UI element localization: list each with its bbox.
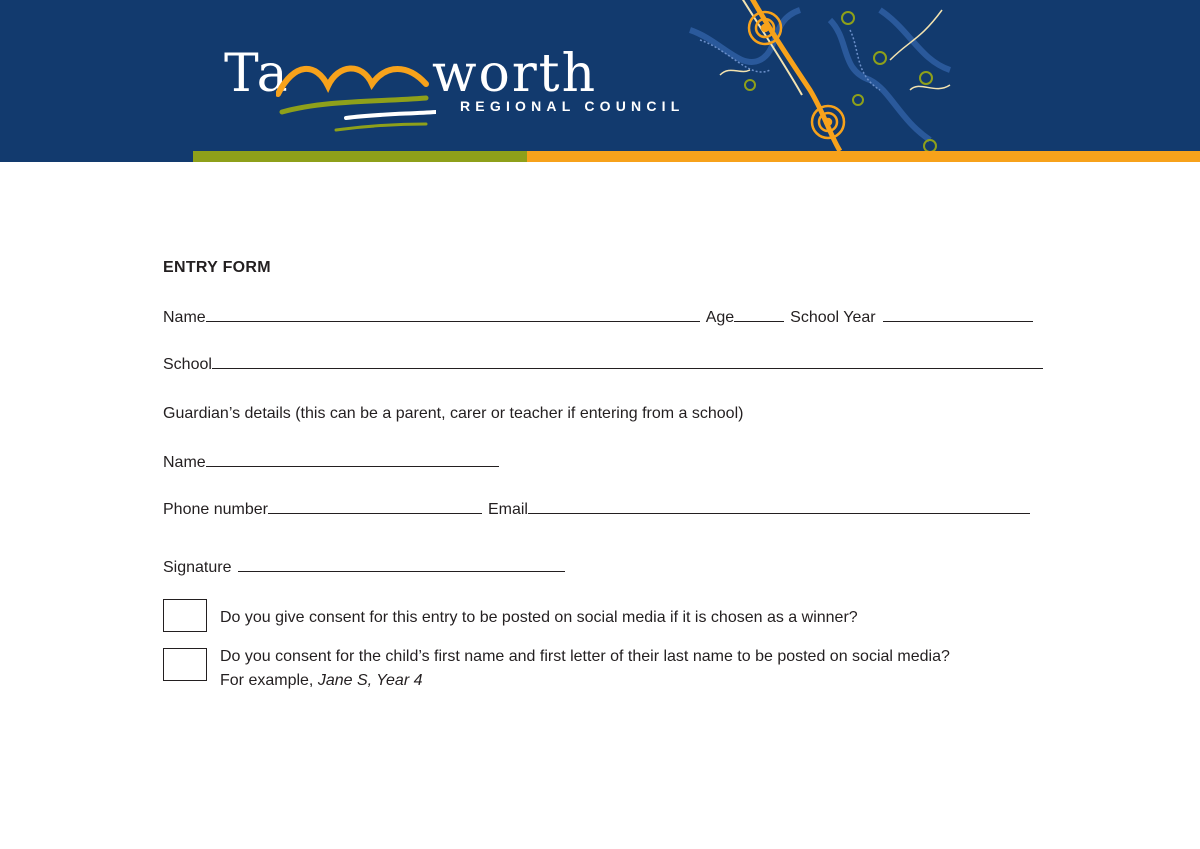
school-label: School [163, 356, 212, 373]
age-field[interactable] [734, 306, 784, 322]
consent-social-media-text: Do you give consent for this entry to be posted on social media if it is chosen as a winner? [220, 609, 858, 626]
logo-word-right: worth [432, 44, 598, 104]
tamworth-logo [224, 42, 694, 132]
row-signature [163, 556, 571, 578]
consent-name-question: Do you consent for the child’s first name and first letter of their last name to be posted on social media? [220, 648, 950, 665]
consent-name-checkbox[interactable] [163, 648, 207, 681]
logo-subtitle: REGIONAL COUNCIL [460, 98, 685, 114]
orange-stripe [527, 151, 1200, 162]
guardian-name-field[interactable] [206, 451, 499, 467]
row-guardian-name [163, 451, 505, 473]
row-contact [163, 498, 1036, 520]
email-label: Email [487, 501, 528, 518]
school-field[interactable] [212, 353, 1043, 369]
row-child-details [163, 306, 1039, 328]
example-prefix: For example, [220, 672, 314, 689]
indigenous-artwork-icon [680, 0, 980, 151]
green-stripe [193, 151, 527, 162]
guardian-name-label: Name [163, 454, 206, 471]
age-label: Age [705, 309, 735, 326]
phone-field[interactable] [268, 498, 482, 514]
signature-field[interactable] [238, 556, 565, 572]
school-year-field[interactable] [883, 306, 1033, 322]
email-field[interactable] [528, 498, 1030, 514]
consent-social-media-checkbox[interactable] [163, 599, 207, 632]
school-year-label: School Year [790, 309, 876, 326]
guardian-heading: Guardian’s details (this can be a parent, carer or teacher if entering from a school) [163, 405, 744, 422]
row-school [163, 353, 1049, 375]
logo-word-left: Ta [224, 44, 290, 104]
name-label: Name [163, 309, 206, 326]
signature-label: Signature [163, 559, 232, 576]
consent-name-example [220, 669, 950, 693]
name-field[interactable] [206, 306, 700, 322]
form-title: ENTRY FORM [163, 259, 271, 276]
phone-label: Phone number [163, 501, 268, 518]
logo-swoosh-icon [276, 54, 436, 134]
header-banner [0, 0, 1200, 162]
example-value: Jane S, Year 4 [317, 672, 423, 689]
consent-name-text [220, 645, 950, 693]
